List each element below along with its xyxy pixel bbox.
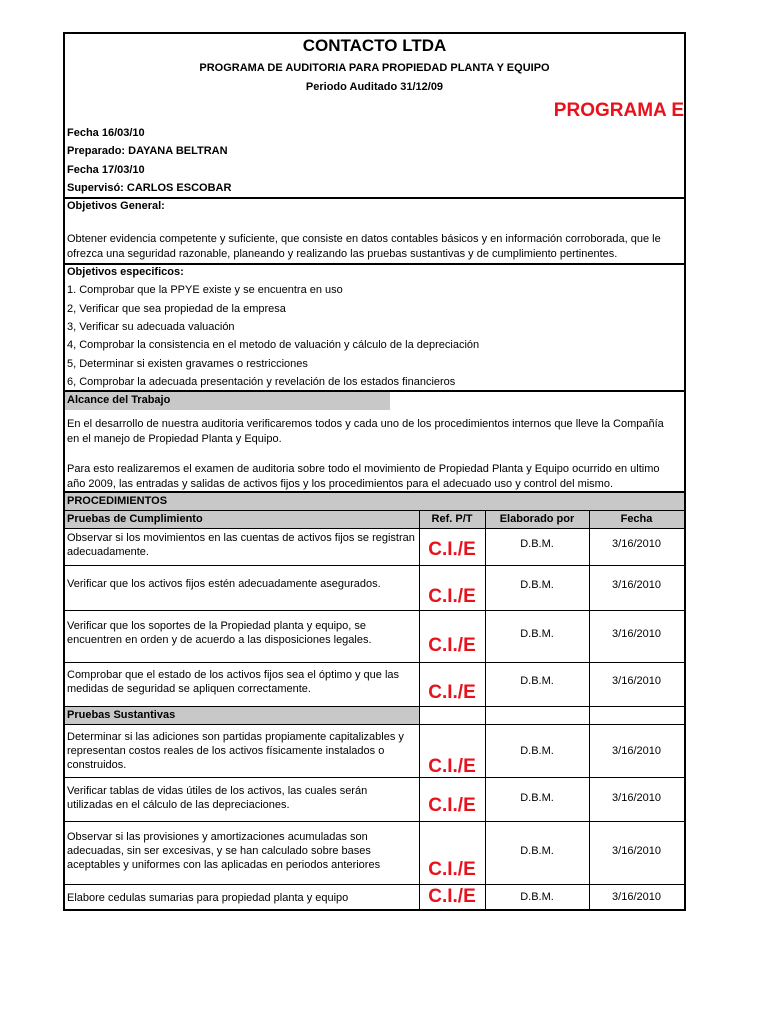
fecha: 3/16/2010 <box>612 745 661 757</box>
elaborado-por: D.B.M. <box>520 792 554 804</box>
col-header-ref: Ref. P/T <box>431 513 473 525</box>
ref-pt: C.I./E <box>428 586 476 607</box>
objetivo-item: 5, Determinar si existen gravames o restricciones <box>67 358 308 370</box>
procedure-text: Comprobar que el estado de los activos fijos sea el óptimo y que las medidas de seguridad se apliquen correctamente. <box>67 669 400 695</box>
col-header-pruebas-cumplimiento: Pruebas de Cumplimiento <box>67 513 203 525</box>
ref-pt: C.I./E <box>428 795 476 816</box>
alcance-p1-line2: en el manejo de Propiedad Planta y Equipo. <box>67 433 282 445</box>
audit-program-sheet <box>63 32 686 911</box>
fecha: 3/16/2010 <box>612 675 661 687</box>
elaborado-por: D.B.M. <box>520 891 554 903</box>
elaborado-por: D.B.M. <box>520 675 554 687</box>
company-name: CONTACTO LTDA <box>302 36 447 55</box>
objetivo-general-line2: ofrezca una seguridad razonable, planeando y realizando las pruebas sustantivas y de cumplimiento pertinentes. <box>67 248 618 260</box>
objetivo-item: 3, Verificar su adecuada valuación <box>67 321 235 333</box>
row-divider <box>65 777 684 778</box>
objetivos-especificos-title: Objetivos especificos: <box>67 266 184 278</box>
column-separator <box>419 510 420 911</box>
col-header-fecha: Fecha <box>620 513 653 525</box>
pruebas-sustantivas-title: Pruebas Sustantivas <box>67 709 176 721</box>
divider <box>65 528 684 529</box>
ref-pt: C.I./E <box>428 886 476 907</box>
elaborado-por: D.B.M. <box>520 628 554 640</box>
ref-pt: C.I./E <box>428 682 476 703</box>
procedure-text: Observar si los movimientos en las cuentas de activos fijos se registran adecuadamente. <box>67 532 415 558</box>
procedure-text: Determinar si las adiciones son partidas propiamente capitalizables y representan costos reales de los activos físicamente instalados o construidos. <box>67 731 404 771</box>
divider <box>65 263 684 265</box>
objetivo-item: 6, Comprobar la adecuada presentación y revelación de los estados financieros <box>67 376 456 388</box>
row-divider <box>65 565 684 566</box>
fecha: 3/16/2010 <box>612 538 661 550</box>
fecha: 3/16/2010 <box>612 792 661 804</box>
fecha: 3/16/2010 <box>612 845 661 857</box>
fecha-supervision: Fecha 17/03/10 <box>67 164 145 176</box>
elaborado-por: D.B.M. <box>520 579 554 591</box>
elaborado-por: D.B.M. <box>520 538 554 550</box>
ref-pt: C.I./E <box>428 635 476 656</box>
row-divider <box>65 724 684 725</box>
row-divider <box>65 884 684 885</box>
procedure-text: Verificar que los activos fijos estén adecuadamente asegurados. <box>67 578 381 590</box>
divider <box>65 197 684 199</box>
audit-period: Periodo Auditado 31/12/09 <box>305 81 444 93</box>
program-code: PROGRAMA E <box>553 100 684 121</box>
alcance-title: Alcance del Trabajo <box>67 394 171 406</box>
objetivo-item: 4, Comprobar la consistencia en el metodo de valuación y cálculo de la depreciación <box>67 339 480 351</box>
alcance-p1-line1: En el desarrollo de nuestra auditoria verificaremos todos y cada uno de los procedimientos internos que lleve la Compañía <box>67 418 664 430</box>
alcance-p2-line1: Para esto realizaremos el examen de auditoria sobre todo el movimiento de Propiedad Planta y Equipo ocurrido en ultimo <box>67 463 660 475</box>
procedimientos-title: PROCEDIMIENTOS <box>67 495 168 507</box>
fecha: 3/16/2010 <box>612 579 661 591</box>
elaborado-por: D.B.M. <box>520 745 554 757</box>
objetivo-general-title: Objetivos General: <box>67 200 165 212</box>
procedure-text: Verificar tablas de vidas útiles de los activos, las cuales serán utilizadas en el cálculo de las depreciaciones. <box>67 785 368 811</box>
program-title: PROGRAMA DE AUDITORIA PARA PROPIEDAD PLANTA Y EQUIPO <box>199 62 550 74</box>
fecha: 3/16/2010 <box>612 628 661 640</box>
ref-pt: C.I./E <box>428 756 476 777</box>
fecha: 3/16/2010 <box>612 891 661 903</box>
elaborado-por: D.B.M. <box>520 845 554 857</box>
objetivo-general-line1: Obtener evidencia competente y suficiente, que consiste en datos contables básicos y en información corroborada, que le <box>67 233 661 245</box>
procedure-text: Elabore cedulas sumarias para propiedad planta y equipo <box>67 892 349 904</box>
procedure-text: Verificar que los soportes de la Propiedad planta y equipo, se encuentren en orden y de acuerdo a las disposiciones legales. <box>67 620 372 646</box>
supervisado-por: Supervisó: CARLOS ESCOBAR <box>67 182 232 194</box>
preparado-por: Preparado: DAYANA BELTRAN <box>67 145 228 157</box>
objetivo-item: 2, Verificar que sea propiedad de la empresa <box>67 303 286 315</box>
row-divider <box>65 662 684 663</box>
col-header-elaborado: Elaborado por <box>499 513 575 525</box>
ref-pt: C.I./E <box>428 859 476 880</box>
row-divider <box>65 610 684 611</box>
procedure-text: Observar si las provisiones y amortizaciones acumuladas son adecuadas, sin ser excesivas, y se han calculado sobre bases aceptables y uniformes con las aplicadas en periodos anteriores <box>67 831 381 871</box>
ref-pt: C.I./E <box>428 539 476 560</box>
alcance-p2-line2: año 2009, las entradas y salidas de activos fijos y los procedimientos para el adecuado uso y control del mismo. <box>67 478 614 490</box>
fecha-preparacion: Fecha 16/03/10 <box>67 127 145 139</box>
row-divider <box>65 821 684 822</box>
objetivo-item: 1. Comprobar que la PPYE existe y se encuentra en uso <box>67 284 343 296</box>
divider <box>65 510 684 511</box>
